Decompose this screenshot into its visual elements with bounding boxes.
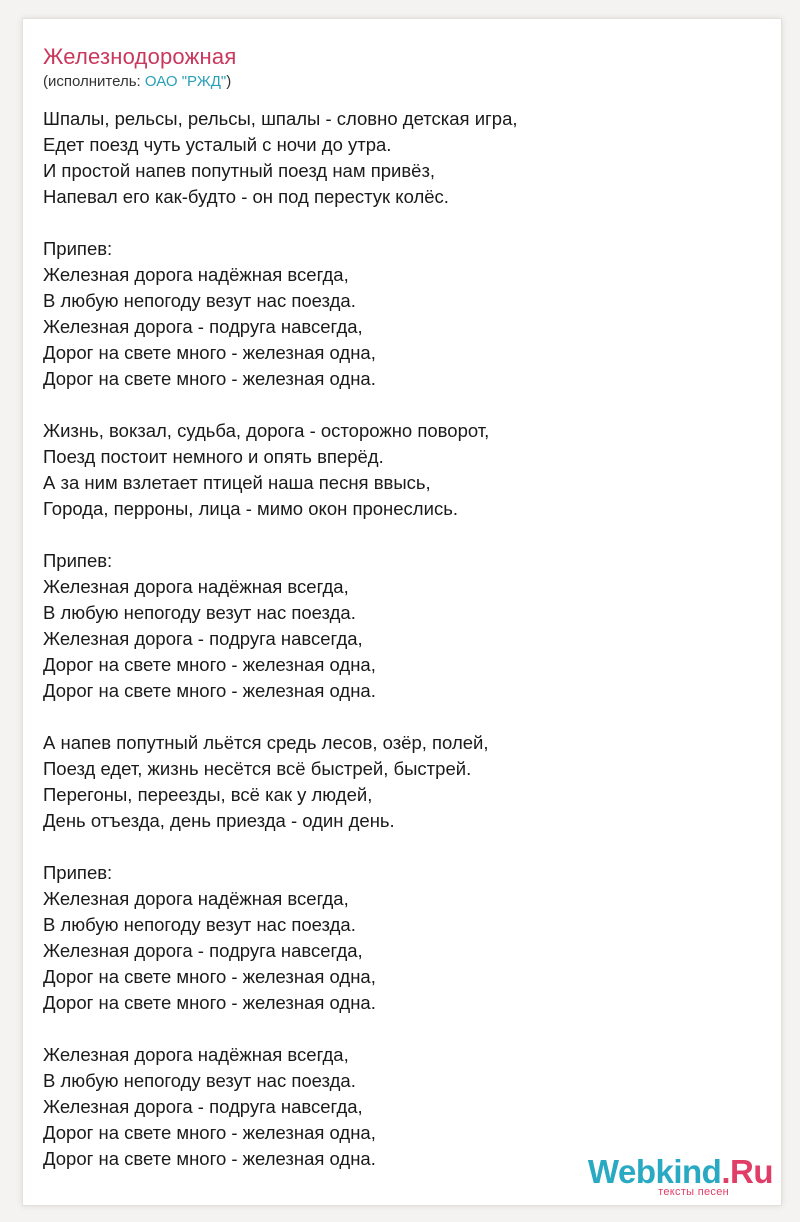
- artist-prefix: (исполнитель:: [43, 73, 145, 90]
- lyrics-stanza: [43, 106, 763, 210]
- lyrics-line: Железная дорога надёжная всегда,: [43, 888, 349, 909]
- lyrics-line: Жизнь, вокзал, судьба, дорога - осторожно поворот,: [43, 420, 490, 441]
- lyrics-line: Города, перроны, лица - мимо окон пронеслись.: [43, 498, 458, 519]
- logo-tld: .Ru: [721, 1153, 773, 1190]
- lyrics-line: А напев попутный льётся средь лесов, озёр, полей,: [43, 732, 489, 753]
- logo-wordmark: [588, 1155, 773, 1189]
- lyrics-line: Железная дорога надёжная всегда,: [43, 1044, 349, 1065]
- lyrics-line: Припев:: [43, 238, 113, 259]
- logo-tagline: тексты песен: [658, 1186, 729, 1198]
- artist-line: [43, 73, 231, 90]
- lyrics-line: Дорог на свете много - железная одна,: [43, 342, 376, 363]
- lyrics-stanza: [43, 860, 763, 1016]
- artist-suffix: ): [226, 73, 232, 90]
- lyrics-stanza: [43, 730, 763, 834]
- lyrics-line: Дорог на свете много - железная одна.: [43, 368, 376, 389]
- lyrics-line: Поезд постоит немного и опять вперёд.: [43, 446, 384, 467]
- lyrics-line: В любую непогоду везут нас поезда.: [43, 602, 356, 623]
- lyrics-line: Дорог на свете много - железная одна.: [43, 992, 376, 1013]
- lyrics-line: В любую непогоду везут нас поезда.: [43, 290, 356, 311]
- lyrics-line: Поезд едет, жизнь несётся всё быстрей, быстрей.: [43, 758, 472, 779]
- lyrics-line: В любую непогоду везут нас поезда.: [43, 914, 356, 935]
- lyrics-line: Дорог на свете много - железная одна,: [43, 1122, 376, 1143]
- lyrics-line: В любую непогоду везут нас поезда.: [43, 1070, 356, 1091]
- lyrics-line: Дорог на свете много - железная одна.: [43, 1148, 376, 1169]
- lyrics-line: Напевал его как-будто - он под перестук колёс.: [43, 186, 449, 207]
- lyrics-line: А за ним взлетает птицей наша песня ввысь,: [43, 472, 431, 493]
- lyrics-line: Железная дорога - подруга навсегда,: [43, 628, 363, 649]
- lyrics-line: День отъезда, день приезда - один день.: [43, 810, 395, 831]
- lyrics-line: Дорог на свете много - железная одна,: [43, 966, 376, 987]
- lyrics-line: Припев:: [43, 550, 113, 571]
- lyrics-line: Перегоны, переезды, всё как у людей,: [43, 784, 373, 805]
- lyrics-line: Железная дорога надёжная всегда,: [43, 264, 349, 285]
- lyrics-line: И простой напев попутный поезд нам привёз,: [43, 160, 436, 181]
- lyrics-line: Дорог на свете много - железная одна,: [43, 654, 376, 675]
- lyrics-line: Железная дорога - подруга навсегда,: [43, 316, 363, 337]
- lyrics-body: [43, 106, 763, 1198]
- artist-link[interactable]: ОАО "РЖД": [144, 73, 227, 90]
- logo-name: Webkind: [587, 1153, 722, 1190]
- lyrics-line: Железная дорога надёжная всегда,: [43, 576, 349, 597]
- lyrics-stanza: [43, 418, 763, 522]
- lyrics-line: Железная дорога - подруга навсегда,: [43, 1096, 363, 1117]
- lyrics-line: Припев:: [43, 862, 113, 883]
- lyrics-line: Железная дорога - подруга навсегда,: [43, 940, 363, 961]
- webkind-logo[interactable]: [588, 1155, 773, 1198]
- lyrics-line: Шпалы, рельсы, рельсы, шпалы - словно детская игра,: [43, 108, 518, 129]
- lyrics-line: Дорог на свете много - железная одна.: [43, 680, 376, 701]
- lyrics-stanza: [43, 236, 763, 392]
- lyrics-stanza: [43, 548, 763, 704]
- lyrics-line: Едет поезд чуть усталый с ночи до утра.: [43, 134, 392, 155]
- song-title: Железнодорожная: [43, 44, 237, 69]
